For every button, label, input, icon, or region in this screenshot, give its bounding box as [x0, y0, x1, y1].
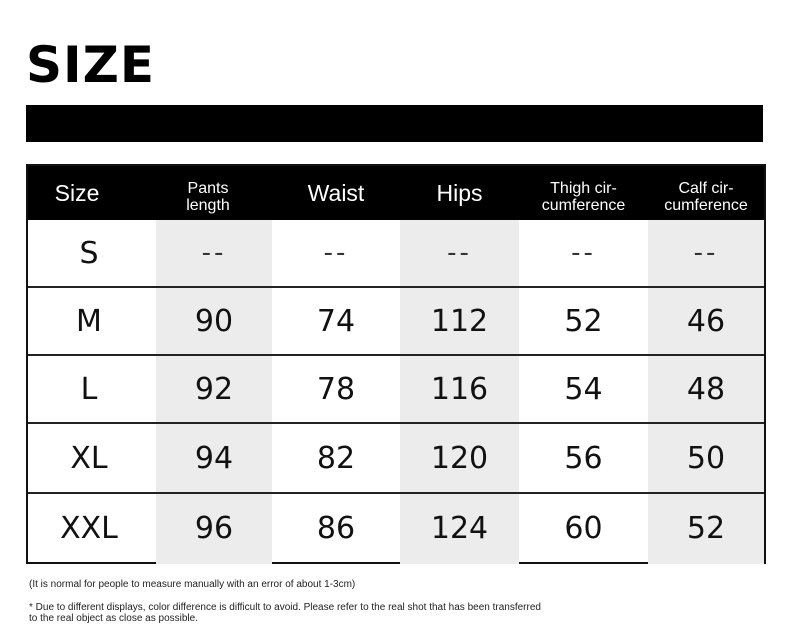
header-bar [26, 105, 763, 142]
calf-value: -- [693, 238, 719, 268]
size-label: L [80, 371, 98, 407]
thigh-value: 56 [564, 440, 603, 476]
thigh-value: 52 [564, 303, 603, 339]
waist-value: 86 [316, 510, 356, 546]
calf-value: 48 [686, 371, 726, 407]
size-label: M [76, 303, 102, 339]
header-size: Size [54, 179, 100, 206]
pants-length-value: 92 [194, 371, 234, 407]
pants-length-value: -- [201, 238, 227, 268]
thigh-value: 54 [564, 371, 603, 407]
pants-length-value: 94 [194, 440, 234, 476]
thigh-value: 60 [564, 510, 603, 546]
waist-value: 74 [316, 303, 356, 339]
table-row [28, 288, 764, 354]
table-header [28, 166, 764, 220]
thigh-value: -- [571, 238, 596, 268]
display-note-line-1: * Due to different displays, color difference is difficult to avoid. Please refer to the real shot that has been transferred [29, 602, 541, 613]
header-thigh-circumference: Thigh cir- cumference [541, 180, 626, 214]
table-row [28, 494, 764, 562]
hips-value: -- [447, 238, 472, 268]
waist-value: 78 [316, 371, 356, 407]
header-pants-length: Pants length [186, 180, 230, 214]
hips-value: 120 [430, 440, 489, 476]
size-label: S [79, 235, 99, 271]
measurement-note: (It is normal for people to measure manually with an error of about 1-3cm) [29, 579, 356, 590]
header-calf-circumference: Calf cir- cumference [664, 180, 748, 214]
hips-value: 116 [430, 371, 489, 407]
waist-value: 82 [316, 440, 356, 476]
pants-length-value: 90 [194, 303, 234, 339]
size-table [26, 164, 766, 564]
size-label: XL [70, 440, 108, 476]
page-title: SIZE [26, 36, 156, 94]
size-label: XXL [60, 510, 118, 546]
hips-value: 124 [430, 510, 489, 546]
calf-value: 46 [686, 303, 726, 339]
waist-value: -- [323, 238, 349, 268]
table-row [28, 424, 764, 492]
calf-value: 50 [686, 440, 726, 476]
table-row [28, 356, 764, 422]
header-hips: Hips [436, 179, 483, 206]
calf-value: 52 [686, 510, 726, 546]
hips-value: 112 [430, 303, 489, 339]
pants-length-value: 96 [194, 510, 234, 546]
display-note-line-2: to the real object as close as possible. [29, 613, 198, 624]
table-row [28, 220, 764, 286]
header-waist: Waist [307, 179, 365, 206]
